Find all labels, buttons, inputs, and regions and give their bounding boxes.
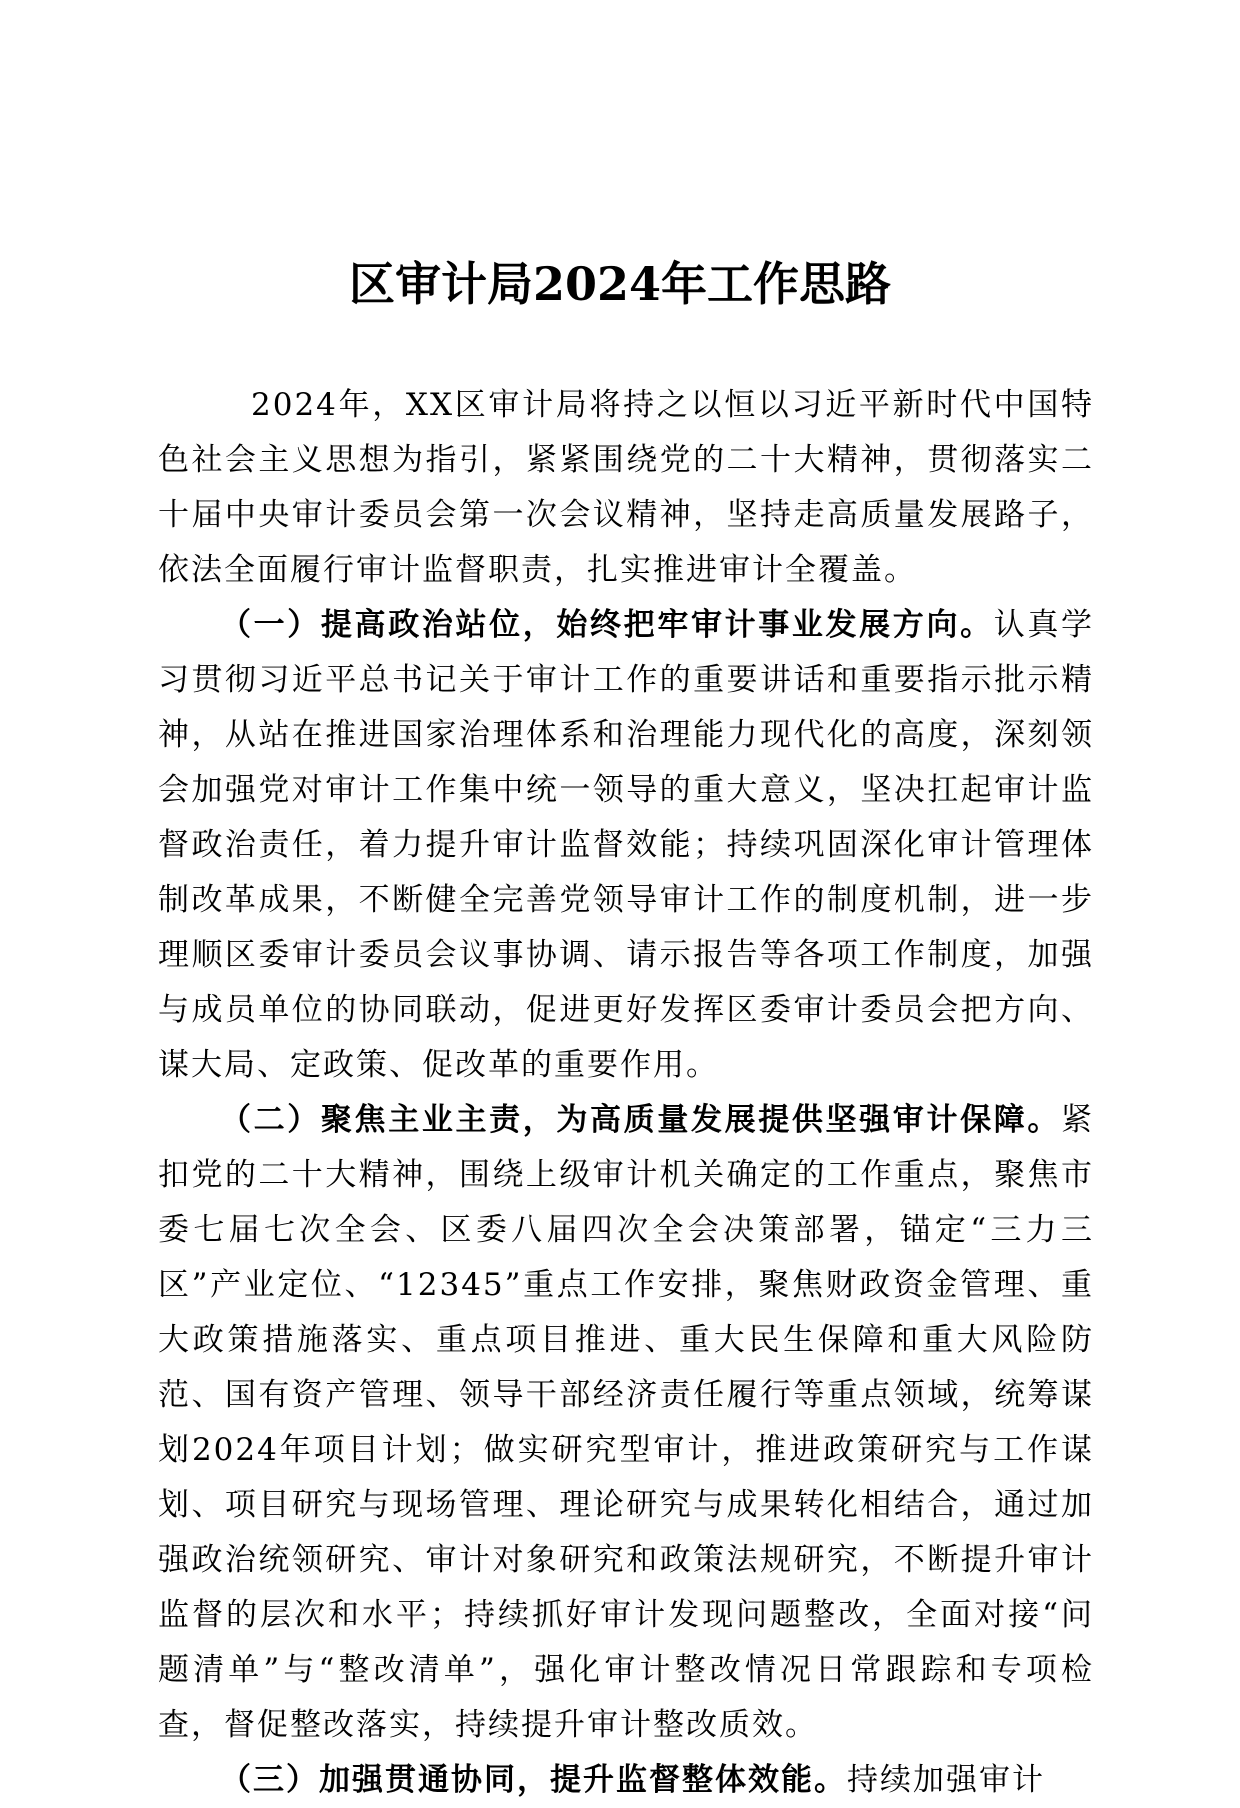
section-1-body: 认真学习贯彻习近平总书记关于审计工作的重要讲话和重要指示批示精神，从站在推进国家治理体系和治理能力现代化的高度，深刻领会加强党对审计工作集中统一领导的重大意义，坚决扛起审计监督政治责任，着力提升审计监督效能；持续巩固深化审计管理体制改革成果，不断健全完善党领导审计工作的制度机制，进一步理顺区委审计委员会议事协调、请示报告等各项工作制度，加强与成员单位的协同联动，促进更好发挥区委审计委员会把方向、谋大局、定政策、促改革的重要作用。: [158, 607, 1094, 1083]
section-2-heading: （二）聚焦主业主责，为高质量发展提供坚强审计保障。: [220, 1102, 1061, 1138]
document-body: [158, 378, 1094, 1808]
section-1-paragraph: [158, 598, 1094, 1093]
section-2-body: 紧扣党的二十大精神，围绕上级审计机关确定的工作重点，聚焦市委七届七次全会、区委八届四次全会决策部署，锚定“三力三区”产业定位、“12345”重点工作安排，聚焦财政资金管理、重大政策措施落实、重点项目推进、重大民生保障和重大风险防范、国有资产管理、领导干部经济责任履行等重点领域，统筹谋划2024年项目计划；做实研究型审计，推进政策研究与工作谋划、项目研究与现场管理、理论研究与成果转化相结合，通过加强政治统领研究、审计对象研究和政策法规研究，不断提升审计监督的层次和水平；持续抓好审计发现问题整改，全面对接“问题清单”与“整改清单”，强化审计整改情况日常跟踪和专项检查，督促整改落实，持续提升审计整改质效。: [158, 1102, 1094, 1743]
document-title: 区审计局2024年工作思路: [348, 257, 892, 311]
section-1-heading: （一）提高政治站位，始终把牢审计事业发展方向。: [220, 607, 994, 643]
section-2-paragraph: [158, 1093, 1094, 1753]
intro-paragraph: 2024年，XX区审计局将持之以恒以习近平新时代中国特色社会主义思想为指引，紧紧围绕党的二十大精神，贯彻落实二十届中央审计委员会第一次会议精神，坚持走高质量发展路子，依法全面履行审计监督职责，扎实推进审计全覆盖。: [158, 387, 1094, 588]
section-3-heading: （三）加强贯通协同，提升监督整体效能。: [220, 1762, 847, 1798]
section-3-paragraph: [158, 1753, 1094, 1808]
section-3-body: 持续加强审计: [847, 1762, 1045, 1798]
